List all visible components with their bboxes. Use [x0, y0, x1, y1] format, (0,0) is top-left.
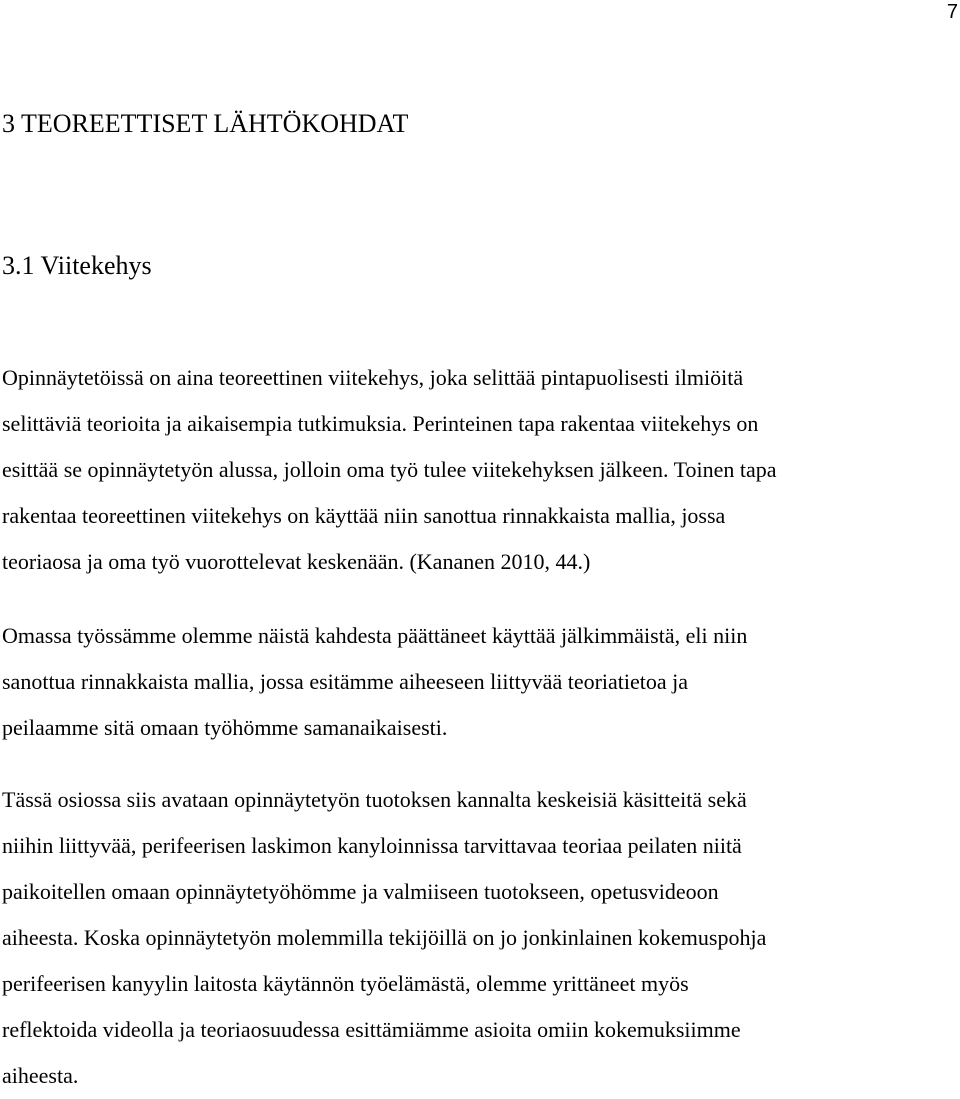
paragraph-line: paikoitellen omaan opinnäytetyöhömme ja valmiiseen tuotokseen, opetusvideoon [2, 879, 719, 904]
paragraph-line: niihin liittyvää, perifeerisen laskimon kanyloinnissa tarvittavaa teoriaa peilaten niitä [2, 833, 742, 858]
paragraph-line: peilaamme sitä omaan työhömme samanaikaisesti. [2, 715, 448, 740]
paragraph-section-overview [2, 777, 766, 1099]
chapter-heading: 3 TEOREETTISET LÄHTÖKOHDAT [2, 109, 409, 138]
paragraph-line: perifeerisen kanyylin laitosta käytännön työelämästä, olemme yrittäneet myös [2, 971, 689, 996]
paragraph-line: Tässä osiossa siis avataan opinnäytetyön tuotoksen kannalta keskeisiä käsitteitä sekä [2, 787, 747, 812]
paragraph-line: aiheesta. Koska opinnäytetyön molemmilla tekijöillä on jo jonkinlainen kokemuspohja [2, 925, 767, 950]
paragraph-line: Omassa työssämme olemme näistä kahdesta päättäneet käyttää jälkimmäistä, eli niin [2, 623, 748, 648]
page-number: 7 [946, 1, 958, 23]
paragraph-line: reflektoida videolla ja teoriaosuudessa esittämiämme asioita omiin kokemuksiimme [2, 1017, 741, 1042]
paragraph-line: teoriaosa ja oma työ vuorottelevat keskenään. (Kananen 2010, 44.) [2, 549, 591, 574]
paragraph-line: Opinnäytetöissä on aina teoreettinen viitekehys, joka selittää pintapuolisesti ilmiöitä [2, 365, 744, 390]
paragraph-line: sanottua rinnakkaista mallia, jossa esitämme aiheeseen liittyvää teoriatietoa ja [2, 669, 689, 694]
section-heading: 3.1 Viitekehys [2, 251, 152, 280]
paragraph-line: rakentaa teoreettinen viitekehys on käyttää niin sanottua rinnakkaista mallia, jossa [2, 503, 726, 528]
paragraph-line: selittäviä teorioita ja aikaisempia tutkimuksia. Perinteinen tapa rakentaa viitekehys on [2, 411, 759, 436]
paragraph-line: esittää se opinnäytetyön alussa, jolloin oma työ tulee viitekehyksen jälkeen. Toinen tapa [2, 457, 777, 482]
paragraph-theoretical-framework [2, 355, 777, 585]
paragraph-line: aiheesta. [2, 1063, 79, 1088]
paragraph-chosen-model [2, 613, 747, 751]
